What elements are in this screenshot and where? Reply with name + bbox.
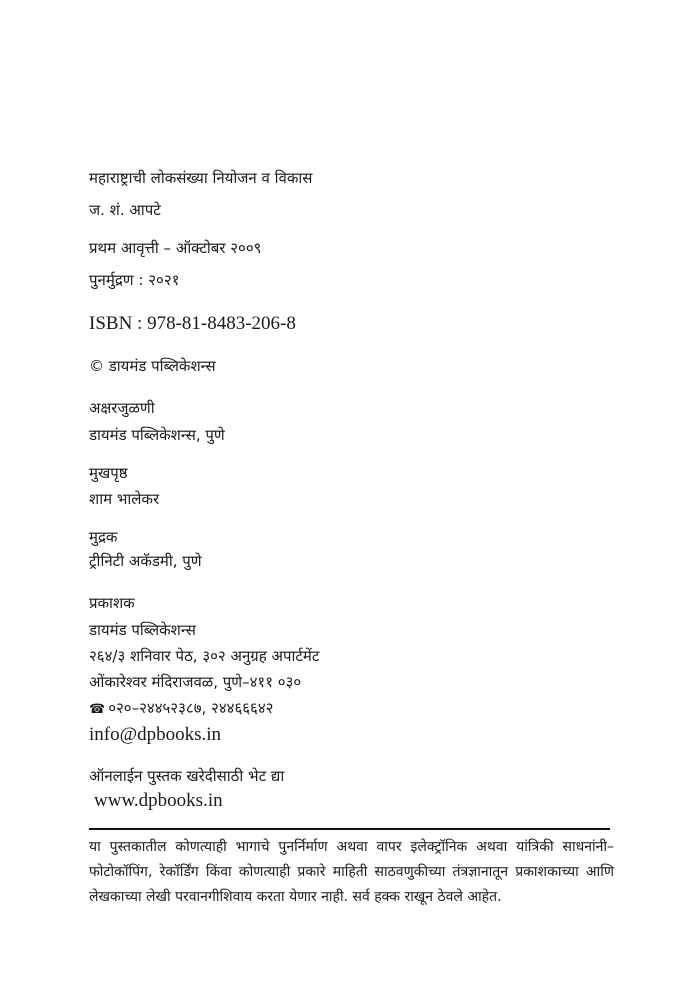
rights-notice: या पुस्तकातील कोणत्याही भागाचे पुनर्निर्माण अथवा वापर इलेक्ट्रॉनिक अथवा यांत्रिकी साधनांनी– फोटोकॉपिंग, रेकॉर्डिंग किंवा कोणत्याही प्रकारे माहिती साठवणुकीच्या तंत्रज्ञानातून प्रकाशकाच्या आणि लेखकाच्या लेखी परवानगीशिवाय करता येणार नाही. सर्व हक्क राखून ठेवले आहेत. [89, 839, 614, 905]
printer-value: ट्रीनिटी अकॅडमी, पुणे [89, 552, 202, 570]
first-edition: प्रथम आवृत्ती – ऑक्टोबर २००९ [89, 239, 262, 257]
publisher-address-1: २६४/३ शनिवार पेठ, ३०२ अनुग्रह अपार्टमेंट [89, 647, 320, 665]
publisher-label: प्रकाशक [89, 594, 135, 612]
isbn: ISBN : 978-81-8483-206-8 [89, 313, 296, 334]
printer-label: मुद्रक [89, 528, 118, 546]
divider [89, 828, 610, 830]
publisher-phone: ०२०–२४४५२३८७, २४४६६६४२ [108, 699, 274, 717]
publisher-phone-line [89, 698, 273, 720]
cover-value: शाम भालेकर [89, 490, 160, 508]
publisher-address-2: ओंकारेश्वर मंदिराजवळ, पुणे–४११ ०३० [89, 673, 302, 691]
typesetting-value: डायमंड पब्लिकेशन्स, पुणे [89, 426, 225, 444]
phone-icon: ☎ [89, 702, 106, 717]
online-label: ऑनलाईन पुस्तक खरेदीसाठी भेट द्या [89, 767, 285, 785]
publisher-name: डायमंड पब्लिकेशन्स [89, 621, 196, 639]
cover-label: मुखपृष्ठ [89, 464, 128, 482]
typesetting-label: अक्षरजुळणी [89, 399, 155, 417]
author: ज. शं. आपटे [89, 201, 161, 219]
website-link[interactable]: www.dpbooks.in [94, 790, 223, 811]
copyright: © डायमंड पब्लिकेशन्स [89, 357, 216, 375]
book-title: महाराष्ट्राची लोकसंख्या नियोजन व विकास [89, 169, 313, 187]
publisher-email[interactable]: info@dpbooks.in [89, 724, 222, 745]
reprint: पुनर्मुद्रण : २०२१ [89, 271, 180, 289]
